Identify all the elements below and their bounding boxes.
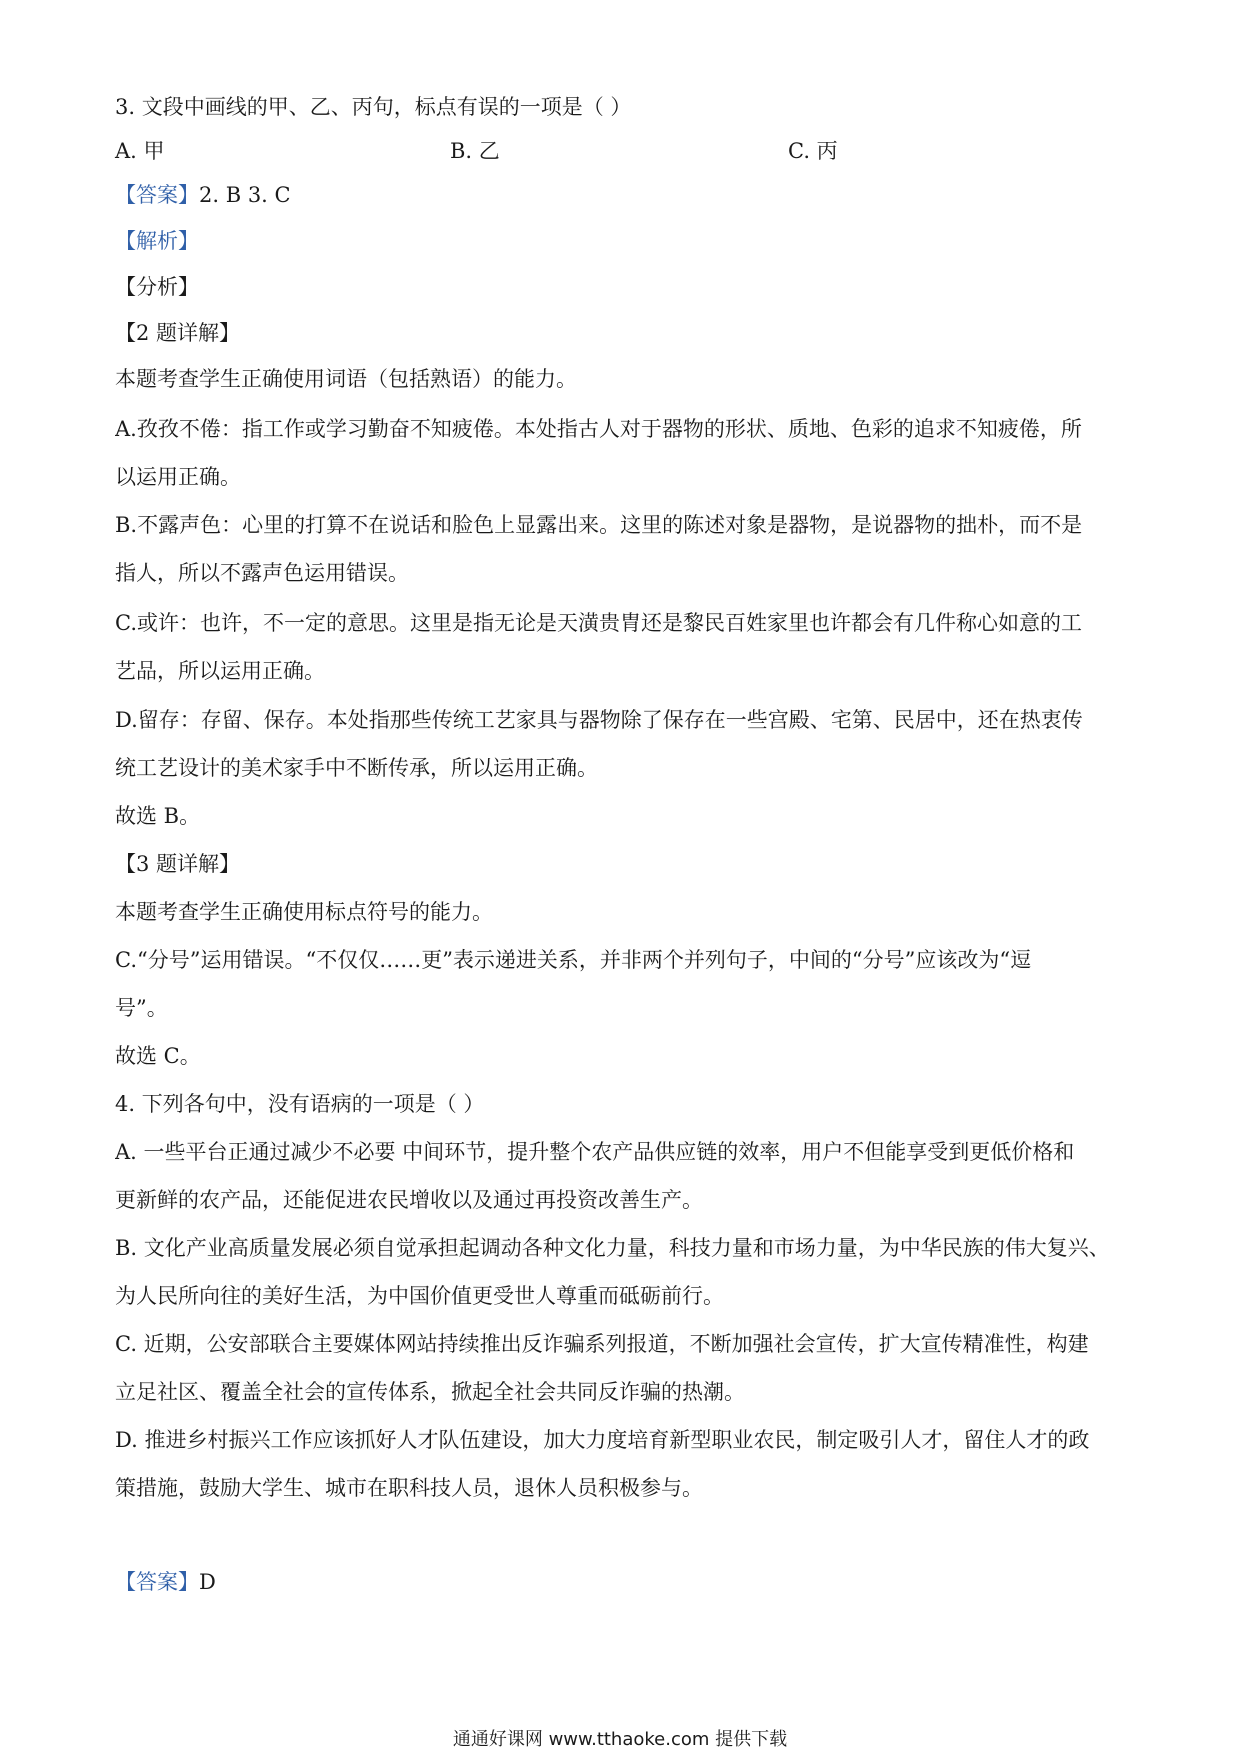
question-4-option-a-line-2: 更新鲜的农产品，还能促进农民增收以及通过再投资改善生产。	[115, 1188, 703, 1212]
answer-tag-2: 【答案】	[115, 1570, 199, 1594]
question-2-option-c-line-2: 艺品，所以运用正确。	[115, 659, 325, 683]
analysis-tag: 【解析】	[115, 229, 199, 253]
question-3-detail-intro: 本题考查学生正确使用标点符号的能力。	[115, 900, 493, 924]
question-4-stem: 4. 下列各句中，没有语病的一项是（ ）	[115, 1092, 485, 1116]
question-3-detail-tag: 【3 题详解】	[115, 852, 241, 876]
question-3-conclusion: 故选 C。	[115, 1044, 201, 1068]
question-2-option-a-line-1: A.孜孜不倦：指工作或学习勤奋不知疲倦。本处指古人对于器物的形状、质地、色彩的追求不知疲倦，所	[115, 417, 1082, 441]
question-2-option-c-line-1: C.或许：也许，不一定的意思。这里是指无论是天潢贵胄还是黎民百姓家里也许都会有几件称心如意的工	[115, 611, 1082, 635]
question-2-conclusion: 故选 B。	[115, 804, 201, 828]
question-2-option-a-line-2: 以运用正确。	[115, 465, 241, 489]
question-2-option-d-line-2: 统工艺设计的美术家手中不断传承，所以运用正确。	[115, 756, 598, 780]
question-3-detail-c-line-2: 号”。	[115, 996, 168, 1020]
fenxi-tag: 【分析】	[115, 275, 199, 299]
question-2-option-b-line-2: 指人，所以不露声色运用错误。	[115, 561, 409, 585]
question-4-option-c-line-1: C. 近期，公安部联合主要媒体网站持续推出反诈骗系列报道，不断加强社会宣传，扩大宣传精准性，构建	[115, 1332, 1089, 1356]
answer-tag: 【答案】	[115, 183, 199, 207]
answer-line-1	[115, 180, 1135, 210]
question-2-option-b-line-1: B.不露声色：心里的打算不在说话和脸色上显露出来。这里的陈述对象是器物，是说器物的拙朴，而不是	[115, 513, 1083, 537]
answer-text: 2. B 3. C	[199, 183, 291, 207]
answer-line-2	[115, 1567, 1135, 1597]
question-3-stem: 3. 文段中画线的甲、乙、丙句，标点有误的一项是（ ）	[115, 95, 632, 119]
question-3-detail-c-line-1: C.“分号”运用错误。“不仅仅……更”表示递进关系，并非两个并列句子，中间的“分号”应该改为“逗	[115, 948, 1032, 972]
footer-source: 通通好课网 www.tthaoke.com 提供下载	[452, 1729, 788, 1750]
question-3-option-b: B. 乙	[450, 139, 500, 163]
question-4-option-c-line-2: 立足社区、覆盖全社会的宣传体系，掀起全社会共同反诈骗的热潮。	[115, 1380, 745, 1404]
question-3-option-c: C. 丙	[788, 139, 838, 163]
question-4-option-b-line-1: B. 文化产业高质量发展必须自觉承担起调动各种文化力量，科技力量和市场力量，为中华民族的伟大复兴、	[115, 1236, 1110, 1260]
answer-text-2: D	[199, 1570, 216, 1594]
question-4-option-a-line-1: A. 一些平台正通过减少不必要 中间环节，提升整个农产品供应链的效率，用户不但能享受到更低价格和	[115, 1140, 1075, 1164]
question-2-option-d-line-1: D.留存：存留、保存。本处指那些传统工艺家具与器物除了保存在一些宫殿、宅第、民居中，还在热衷传	[115, 708, 1083, 732]
question-3-option-a: A. 甲	[115, 139, 165, 163]
question-2-detail-tag: 【2 题详解】	[115, 321, 241, 345]
question-2-detail-intro: 本题考查学生正确使用词语（包括熟语）的能力。	[115, 367, 577, 391]
question-4-option-d-line-2: 策措施，鼓励大学生、城市在职科技人员，退休人员积极参与。	[115, 1476, 703, 1500]
question-4-option-d-line-1: D. 推进乡村振兴工作应该抓好人才队伍建设，加大力度培育新型职业农民，制定吸引人才，留住人才的政	[115, 1428, 1090, 1452]
question-4-option-b-line-2: 为人民所向往的美好生活，为中国价值更受世人尊重而砥砺前行。	[115, 1284, 724, 1308]
